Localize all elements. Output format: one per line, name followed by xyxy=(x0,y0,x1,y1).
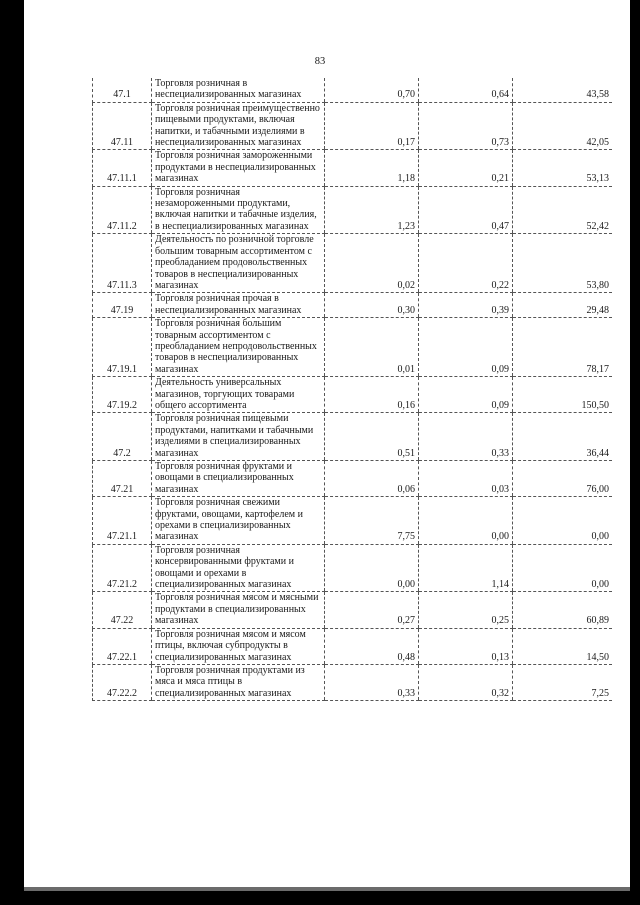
row-value-1: 0,00 xyxy=(325,544,419,592)
row-value-3: 43,58 xyxy=(513,78,613,102)
row-value-1: 0,27 xyxy=(325,592,419,628)
row-name: Торговля розничная незамороженными продуктами, включая напитки и табачные изделия, в неспециализированных магазинах xyxy=(152,186,325,234)
row-value-1: 7,75 xyxy=(325,497,419,545)
row-value-1: 0,16 xyxy=(325,377,419,413)
row-value-3: 0,00 xyxy=(513,544,613,592)
row-code: 47.21 xyxy=(93,461,152,497)
row-code: 47.19.2 xyxy=(93,377,152,413)
table-row xyxy=(93,628,613,664)
table-row xyxy=(93,592,613,628)
row-value-2: 0,33 xyxy=(419,413,513,461)
row-name: Торговля розничная мясом и мясными продуктами в специализированных магазинах xyxy=(152,592,325,628)
row-value-2: 0,00 xyxy=(419,497,513,545)
row-value-2: 0,21 xyxy=(419,150,513,186)
row-value-3: 76,00 xyxy=(513,461,613,497)
row-code: 47.22 xyxy=(93,592,152,628)
table-row xyxy=(93,664,613,700)
row-name: Торговля розничная в неспециализированных магазинах xyxy=(152,78,325,102)
row-value-1: 1,23 xyxy=(325,186,419,234)
row-name: Торговля розничная консервированными фруктами и овощами и орехами в специализированных магазинах xyxy=(152,544,325,592)
table-row xyxy=(93,186,613,234)
row-value-2: 0,03 xyxy=(419,461,513,497)
row-value-3: 150,50 xyxy=(513,377,613,413)
row-name: Торговля розничная преимущественно пищевыми продуктами, включая напитки, и табачными изделиями в неспециализированных магазинах xyxy=(152,102,325,150)
row-code: 47.21.1 xyxy=(93,497,152,545)
row-value-2: 1,14 xyxy=(419,544,513,592)
row-value-1: 0,06 xyxy=(325,461,419,497)
row-value-3: 53,13 xyxy=(513,150,613,186)
row-code: 47.11.3 xyxy=(93,234,152,293)
table-row xyxy=(93,377,613,413)
row-value-2: 0,73 xyxy=(419,102,513,150)
table-row xyxy=(93,461,613,497)
row-value-1: 1,18 xyxy=(325,150,419,186)
table-row xyxy=(93,293,613,318)
table-body xyxy=(93,78,613,701)
okved-table xyxy=(92,78,612,701)
row-name: Торговля розничная замороженными продуктами в неспециализированных магазинах xyxy=(152,150,325,186)
row-value-1: 0,17 xyxy=(325,102,419,150)
row-value-3: 60,89 xyxy=(513,592,613,628)
row-code: 47.22.1 xyxy=(93,628,152,664)
row-value-1: 0,02 xyxy=(325,234,419,293)
row-value-2: 0,22 xyxy=(419,234,513,293)
row-code: 47.21.2 xyxy=(93,544,152,592)
row-code: 47.1 xyxy=(93,78,152,102)
row-value-1: 0,70 xyxy=(325,78,419,102)
row-value-1: 0,51 xyxy=(325,413,419,461)
row-name: Деятельность по розничной торговле большим товарным ассортиментом с преобладанием продовольственных товаров в неспециализированных магазинах xyxy=(152,234,325,293)
row-value-3: 7,25 xyxy=(513,664,613,700)
table-row xyxy=(93,150,613,186)
table-row xyxy=(93,318,613,377)
row-name: Торговля розничная продуктами из мяса и мяса птицы в специализированных магазинах xyxy=(152,664,325,700)
table-row xyxy=(93,497,613,545)
row-value-2: 0,47 xyxy=(419,186,513,234)
row-value-3: 29,48 xyxy=(513,293,613,318)
row-value-3: 0,00 xyxy=(513,497,613,545)
row-value-3: 42,05 xyxy=(513,102,613,150)
row-value-3: 53,80 xyxy=(513,234,613,293)
table-row xyxy=(93,544,613,592)
row-value-3: 52,42 xyxy=(513,186,613,234)
row-name: Торговля розничная большим товарным ассортиментом с преобладанием непродовольственных товаров в неспециализированных магазинах xyxy=(152,318,325,377)
row-value-1: 0,33 xyxy=(325,664,419,700)
row-value-2: 0,25 xyxy=(419,592,513,628)
row-value-2: 0,09 xyxy=(419,377,513,413)
row-code: 47.11.2 xyxy=(93,186,152,234)
row-code: 47.11 xyxy=(93,102,152,150)
row-value-1: 0,48 xyxy=(325,628,419,664)
row-value-2: 0,32 xyxy=(419,664,513,700)
row-value-2: 0,09 xyxy=(419,318,513,377)
row-code: 47.19.1 xyxy=(93,318,152,377)
scan-border-left xyxy=(0,0,24,905)
scan-border-bottom xyxy=(0,891,640,905)
row-code: 47.22.2 xyxy=(93,664,152,700)
row-value-1: 0,01 xyxy=(325,318,419,377)
table-row xyxy=(93,78,613,102)
table-row xyxy=(93,413,613,461)
row-name: Торговля розничная свежими фруктами, овощами, картофелем и орехами в специализированных магазинах xyxy=(152,497,325,545)
row-name: Деятельность универсальных магазинов, торгующих товарами общего ассортимента xyxy=(152,377,325,413)
row-name: Торговля розничная фруктами и овощами в специализированных магазинах xyxy=(152,461,325,497)
row-value-2: 0,64 xyxy=(419,78,513,102)
row-code: 47.2 xyxy=(93,413,152,461)
row-value-2: 0,39 xyxy=(419,293,513,318)
row-name: Торговля розничная пищевыми продуктами, напитками и табачными изделиями в специализированных магазинах xyxy=(152,413,325,461)
row-name: Торговля розничная мясом и мясом птицы, включая субпродукты в специализированных магазинах xyxy=(152,628,325,664)
row-value-3: 36,44 xyxy=(513,413,613,461)
row-name: Торговля розничная прочая в неспециализированных магазинах xyxy=(152,293,325,318)
row-value-3: 14,50 xyxy=(513,628,613,664)
table-row xyxy=(93,102,613,150)
page-number: 83 xyxy=(314,56,326,67)
table-row xyxy=(93,234,613,293)
row-value-2: 0,13 xyxy=(419,628,513,664)
row-value-1: 0,30 xyxy=(325,293,419,318)
row-value-3: 78,17 xyxy=(513,318,613,377)
row-code: 47.11.1 xyxy=(93,150,152,186)
scan-border-right xyxy=(630,0,640,905)
row-code: 47.19 xyxy=(93,293,152,318)
